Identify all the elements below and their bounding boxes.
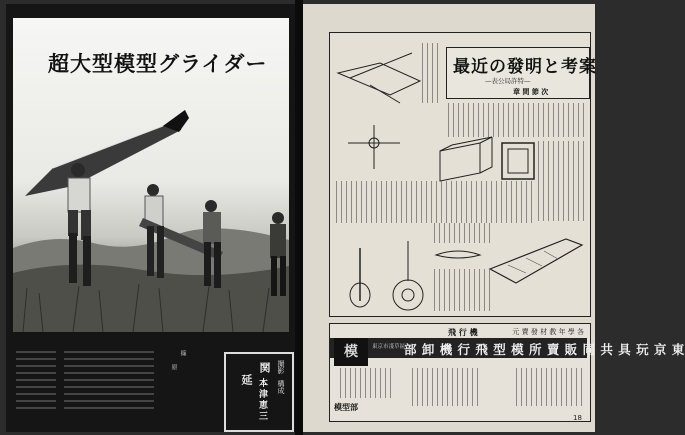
- article-title: 最近の發明と考案: [453, 57, 597, 77]
- text-block-3: [538, 141, 586, 221]
- ad-logo: 模: [334, 338, 368, 366]
- text-block-2: [448, 103, 586, 137]
- ad-text-block-1: [340, 368, 392, 398]
- text-block-1: [422, 43, 442, 103]
- page-number: 18: [573, 414, 582, 422]
- book-gutter: [295, 0, 303, 435]
- credit-name: 本津恵三: [257, 378, 267, 422]
- photo-title: 超大型模型グライダー: [48, 51, 268, 76]
- credit-char: 関: [258, 362, 271, 375]
- glider-photo: [13, 18, 289, 332]
- credit-char-2: 延: [240, 374, 253, 387]
- left-page: [6, 4, 295, 432]
- caption-char-2: 原: [170, 364, 177, 370]
- caption-text-2: [169, 364, 178, 424]
- ad-text-block-3: [516, 368, 584, 406]
- article-subtitle: —表公局許特—: [485, 77, 531, 85]
- article-title-box: [446, 47, 597, 99]
- article-section: 章 間 節 次: [513, 87, 549, 96]
- credit-role: 構成: [277, 380, 285, 394]
- article-frame: [329, 32, 597, 317]
- caption-text: [178, 350, 187, 424]
- ad-text-block-2: [412, 368, 482, 406]
- ad-header-center: 飛 行 機: [448, 327, 478, 337]
- ad-sub: 東京市淺草區: [372, 344, 406, 350]
- ad-header-right: 元 賣 發 材 教 年 學 各: [512, 328, 584, 336]
- ad-main-title: 部 卸 機 行 飛 型 模 所 賣 販 同 共 具 玩 京 東: [404, 342, 685, 357]
- credit-box: [224, 352, 294, 432]
- credit-label: 撮影: [277, 360, 285, 374]
- text-block-4: [336, 181, 536, 223]
- caption-body: [16, 346, 56, 424]
- right-page: [303, 4, 685, 432]
- caption-body-2: [64, 346, 154, 424]
- advertisement: [329, 323, 685, 422]
- caption-char: 篠: [179, 350, 186, 356]
- text-block-5: [434, 223, 494, 243]
- ad-name: 模型部: [334, 402, 358, 412]
- text-block-6: [434, 269, 494, 311]
